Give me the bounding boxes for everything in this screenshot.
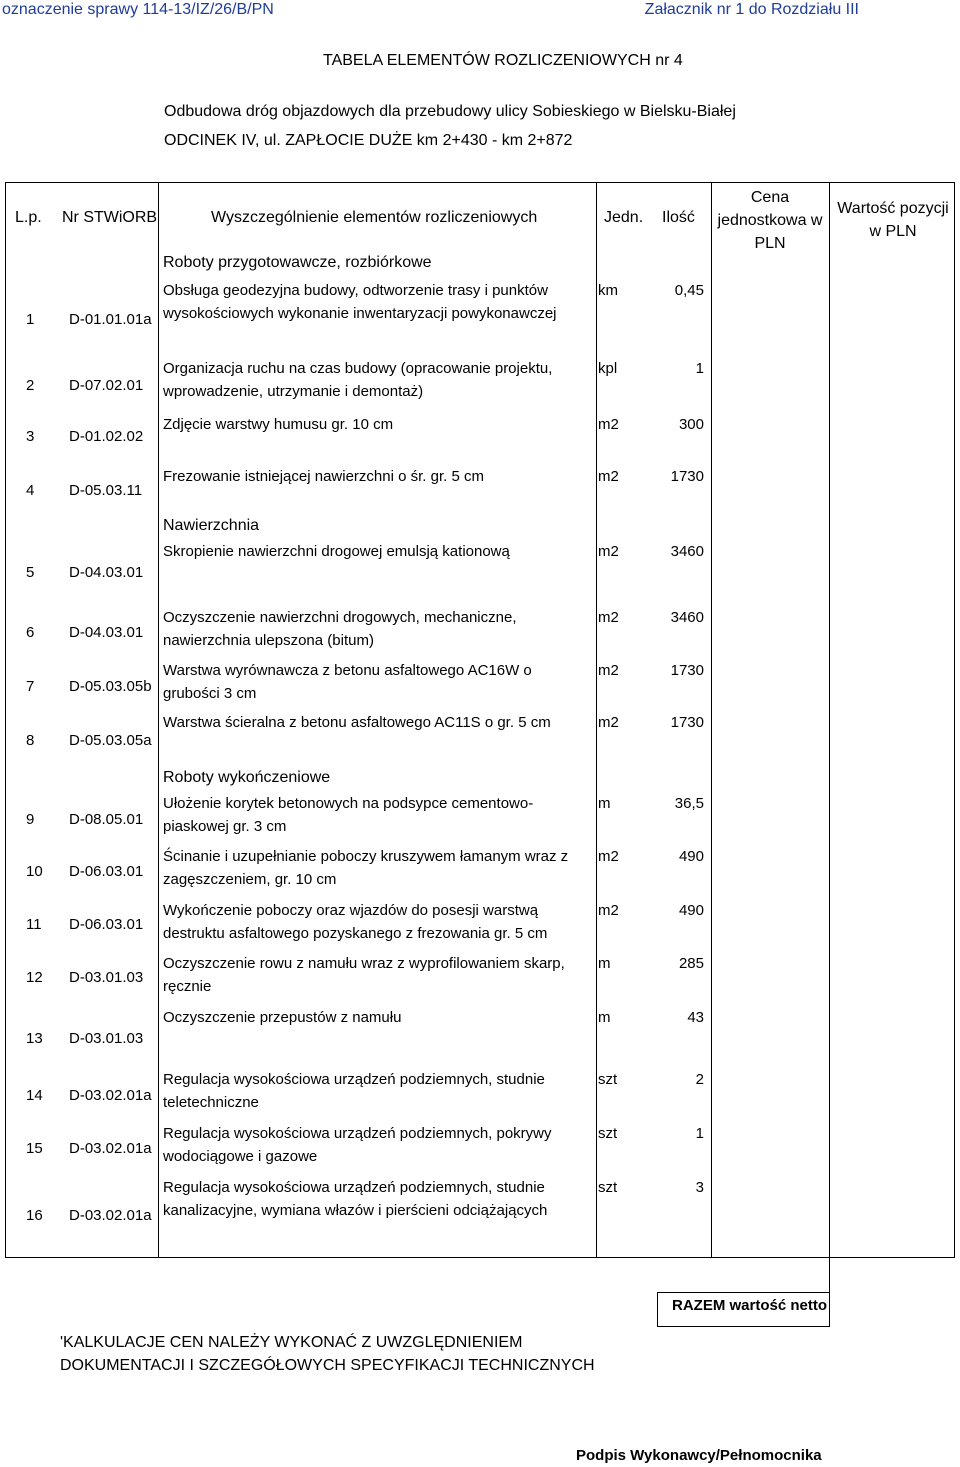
row-description-line1: Regulacja wysokościowa urządzeń podziemnych, pokrywy <box>163 1125 552 1142</box>
subtitle-line2: ODCINEK IV, ul. ZAPŁOCIE DUŻE km 2+430 - km 2+872 <box>164 132 573 149</box>
header-description: Wyszczególnienie elementów rozliczeniowych <box>211 209 538 226</box>
row-description-line2: ręcznie <box>163 978 212 995</box>
row-quantity: 1 <box>695 1125 704 1142</box>
section-heading-surface: Nawierzchnia <box>163 517 260 534</box>
row-unit: m <box>598 795 611 812</box>
header-unit-price: Cena jednostkowa w PLN <box>717 189 823 252</box>
row-description-line1: Oczyszczenie nawierzchni drogowych, mechaniczne, <box>163 609 517 626</box>
row-description-line1: Oczyszczenie przepustów z namułu <box>163 1009 402 1026</box>
row-description-line2: nawierzchnia ulepszona (bitum) <box>163 632 374 649</box>
row-unit: szt <box>598 1179 618 1196</box>
row-description-line2: kanalizacyjne, wymiana włazów i pierścieni odciążających <box>163 1202 548 1219</box>
total-net-label: RAZEM wartość netto <box>672 1297 828 1314</box>
row-spec-code: D-03.02.01a <box>69 1207 152 1224</box>
header-nr: Nr STWiORB <box>62 209 158 226</box>
row-quantity: 43 <box>687 1009 704 1026</box>
row-unit: m2 <box>598 848 619 865</box>
attachment-reference: Załacznik nr 1 do Rozdziału III <box>644 1 859 18</box>
row-description-line1: Ułożenie korytek betonowych na podsypce cementowo- <box>163 795 534 812</box>
row-description-line1: Wykończenie poboczy oraz wjazdów do posesji warstwą <box>163 902 539 919</box>
row-unit: szt <box>598 1125 618 1142</box>
row-description-line1: Frezowanie istniejącej nawierzchni o śr. gr. 5 cm <box>163 468 484 485</box>
subtitle-line1: Odbudowa dróg objazdowych dla przebudowy ulicy Sobieskiego w Bielsku-Białej <box>164 103 736 120</box>
row-description-line2: wprowadzenie, utrzymanie i demontaż) <box>163 383 424 400</box>
row-description-line1: Oczyszczenie rowu z namułu wraz z wyprofilowaniem skarp, <box>163 955 565 972</box>
row-unit: m2 <box>598 662 619 679</box>
row-spec-code: D-07.02.01 <box>69 377 144 394</box>
row-spec-code: D-05.03.05a <box>69 732 152 749</box>
row-description-line1: Skropienie nawierzchni drogowej emulsją kationową <box>163 543 510 560</box>
row-description-line1: Warstwa ścieralna z betonu asfaltowego AC11S o gr. 5 cm <box>163 714 551 731</box>
row-description-line1: Organizacja ruchu na czas budowy (opracowanie projektu, <box>163 360 553 377</box>
row-spec-code: D-06.03.01 <box>69 863 144 880</box>
row-spec-code: D-04.03.01 <box>69 624 144 641</box>
row-description-line2: wodociągowe i gazowe <box>163 1148 318 1165</box>
row-unit: m <box>598 955 611 972</box>
row-lp: 7 <box>26 678 35 695</box>
row-description-line2: teletechniczne <box>163 1094 259 1111</box>
row-spec-code: D-03.02.01a <box>69 1140 152 1157</box>
row-quantity: 1730 <box>670 662 704 679</box>
row-description-line2: piaskowej gr. 3 cm <box>163 818 287 835</box>
row-spec-code: D-01.02.02 <box>69 428 144 445</box>
row-quantity: 2 <box>695 1071 704 1088</box>
row-description-line2: destruktu asfaltowego pozyskanego z frezowania gr. 5 cm <box>163 925 548 942</box>
section-heading-finishing: Roboty wykończeniowe <box>163 769 331 786</box>
row-quantity: 3460 <box>670 543 704 560</box>
header-lp: L.p. <box>15 209 42 226</box>
row-description-line1: Warstwa wyrównawcza z betonu asfaltowego AC16W o <box>163 662 532 679</box>
row-lp: 8 <box>26 732 35 749</box>
row-spec-code: D-05.03.05b <box>69 678 152 695</box>
row-description-line1: Regulacja wysokościowa urządzeń podziemnych, studnie <box>163 1071 545 1088</box>
row-description-line1: Zdjęcie warstwy humusu gr. 10 cm <box>163 416 394 433</box>
section-heading-preparatory: Roboty przygotowawcze, rozbiórkowe <box>163 254 432 271</box>
row-spec-code: D-01.01.01a <box>69 311 152 328</box>
row-lp: 14 <box>26 1087 43 1104</box>
row-lp: 6 <box>26 624 35 641</box>
note-line2: DOKUMENTACJI I SZCZEGÓŁOWYCH SPECYFIKACJI TECHNICZNYCH <box>60 1357 595 1374</box>
page-title: TABELA ELEMENTÓW ROZLICZENIOWYCH nr 4 <box>323 52 683 69</box>
row-lp: 5 <box>26 564 35 581</box>
row-lp: 12 <box>26 969 43 986</box>
row-quantity: 490 <box>678 848 704 865</box>
row-quantity: 0,45 <box>674 282 704 299</box>
row-unit: m2 <box>598 468 619 485</box>
row-description-line1: Regulacja wysokościowa urządzeń podziemnych, studnie <box>163 1179 545 1196</box>
header-quantity: Ilość <box>662 209 695 226</box>
total-net-value <box>831 1293 953 1326</box>
row-quantity: 3 <box>695 1179 704 1196</box>
row-lp: 2 <box>26 377 35 394</box>
row-unit: m2 <box>598 609 619 626</box>
row-quantity: 1 <box>695 360 704 377</box>
row-spec-code: D-08.05.01 <box>69 811 144 828</box>
row-unit: kpl <box>598 360 618 377</box>
row-lp: 9 <box>26 811 35 828</box>
header-unit: Jedn. <box>604 209 644 226</box>
row-description-line1: Obsługa geodezyjna budowy, odtworzenie trasy i punktów <box>163 282 548 299</box>
row-unit: m2 <box>598 543 619 560</box>
row-lp: 15 <box>26 1140 43 1157</box>
row-unit: szt <box>598 1071 618 1088</box>
row-spec-code: D-06.03.01 <box>69 916 144 933</box>
row-lp: 3 <box>26 428 35 445</box>
row-quantity: 1730 <box>670 714 704 731</box>
note-line1: 'KALKULACJE CEN NALEŻY WYKONAĆ Z UWZGLĘDNIENIEM <box>60 1334 523 1351</box>
row-unit: m <box>598 1009 611 1026</box>
header-total-value: Wartość pozycji w PLN <box>837 200 949 240</box>
signature-label: Podpis Wykonawcy/Pełnomocnika <box>576 1447 822 1464</box>
row-description-line2: zagęszczeniem, gr. 10 cm <box>163 871 337 888</box>
row-unit: m2 <box>598 902 619 919</box>
row-unit: m2 <box>598 714 619 731</box>
row-quantity: 1730 <box>670 468 704 485</box>
row-quantity: 36,5 <box>674 795 704 812</box>
row-spec-code: D-03.02.01a <box>69 1087 152 1104</box>
row-quantity: 490 <box>678 902 704 919</box>
row-lp: 10 <box>26 863 43 880</box>
row-spec-code: D-03.01.03 <box>69 969 144 986</box>
row-quantity: 3460 <box>670 609 704 626</box>
row-spec-code: D-04.03.01 <box>69 564 144 581</box>
row-description-line2: grubości 3 cm <box>163 685 257 702</box>
row-quantity: 285 <box>678 955 704 972</box>
row-description-line2: wysokościowych wykonanie inwentaryzacji powykonawczej <box>163 305 557 322</box>
row-unit: m2 <box>598 416 619 433</box>
row-quantity: 300 <box>678 416 704 433</box>
row-lp: 1 <box>26 311 35 328</box>
case-reference: oznaczenie sprawy 114-13/IZ/26/B/PN <box>2 1 274 18</box>
row-lp: 4 <box>26 482 35 499</box>
row-spec-code: D-03.01.03 <box>69 1030 144 1047</box>
row-lp: 11 <box>26 916 42 933</box>
row-description-line1: Ścinanie i uzupełnianie poboczy kruszywem łamanym wraz z <box>163 848 569 865</box>
row-lp: 16 <box>26 1207 43 1224</box>
row-spec-code: D-05.03.11 <box>69 482 143 499</box>
row-lp: 13 <box>26 1030 43 1047</box>
row-unit: km <box>598 282 618 299</box>
